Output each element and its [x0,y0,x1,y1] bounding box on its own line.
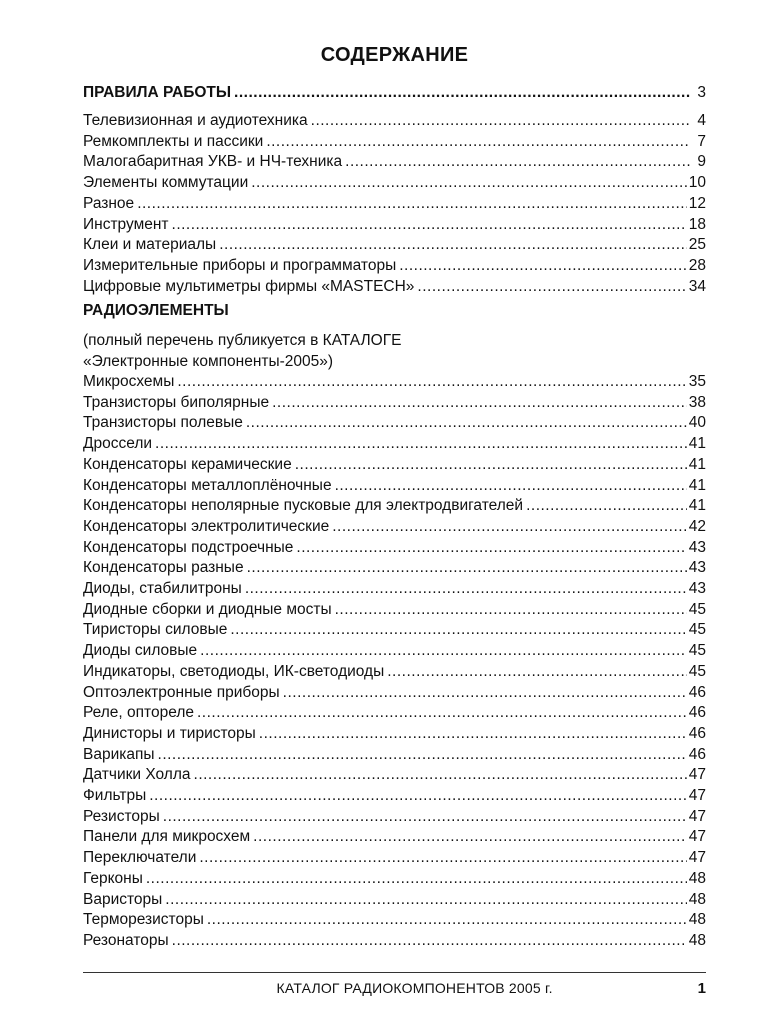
toc-entry-label: Динисторы и тиристоры [83,724,256,742]
dot-leader [259,724,687,745]
dot-leader [526,496,687,517]
toc-entry-label: Реле, оптореле [83,704,194,722]
toc-entry-label: Диодные сборки и диодные мосты [83,600,332,618]
toc-entry-label: Телевизионная и аудиотехника [83,112,308,129]
dot-leader [266,132,690,153]
dot-leader [335,476,687,497]
toc-page-number: 41 [688,497,706,515]
toc-entry[interactable] [83,132,706,153]
toc-page-number: 43 [688,580,706,598]
toc-page-number: 46 [688,683,706,701]
dot-leader [219,235,687,256]
toc-page-number: 48 [688,911,706,929]
toc-page-number: 28 [688,256,706,274]
toc-entry-label: Цифровые мультиметры фирмы «MASTECH» [83,277,415,295]
toc-page-number: 47 [688,787,706,805]
toc-entry[interactable] [83,745,706,766]
toc-page-number: 47 [688,807,706,825]
toc-entry[interactable] [83,455,706,476]
toc-entry-label: Фильтры [83,787,147,805]
toc-entry-label: Варикапы [83,745,155,763]
toc-entry[interactable] [83,890,706,911]
toc-entry[interactable] [83,434,706,455]
toc-entry-label: Ремкомплекты и пассики [83,132,264,150]
toc-entry[interactable] [83,152,706,173]
toc-entry[interactable] [83,724,706,745]
toc-entry-label: Панели для микросхем [83,828,251,846]
section-note [83,331,401,372]
toc-page-number: 38 [688,393,706,411]
toc-page-number: 47 [688,849,706,867]
toc-entry[interactable] [83,558,706,579]
toc-page-number: 48 [688,931,706,949]
toc-page-number: 47 [688,828,706,846]
toc-entry-label: Герконы [83,869,143,887]
toc-entry[interactable] [83,931,706,952]
toc-entry[interactable] [83,173,706,194]
toc-entry[interactable] [83,641,706,662]
toc-page-number: 43 [688,538,706,556]
toc-page-number: 18 [688,215,706,233]
dot-leader [172,931,687,952]
toc-entry[interactable] [83,215,706,236]
toc-page-number: 45 [688,600,706,618]
toc-entry[interactable] [83,413,706,434]
toc-entry-label: Терморезисторы [83,911,204,929]
dot-leader [251,173,687,194]
toc-entry-label: Транзисторы полевые [83,414,243,432]
page-footer [83,980,706,997]
dot-leader [137,194,687,215]
toc-entry[interactable] [83,579,706,600]
dot-leader [149,786,687,807]
dot-leader [230,620,686,641]
toc-entry[interactable] [83,765,706,786]
dot-leader [253,827,687,848]
toc-entry[interactable] [83,393,706,414]
toc-entry-label: Элементы коммутации [83,174,249,192]
dot-leader [399,256,687,277]
section-note-line: (полный перечень публикуется в КАТАЛОГЕ [83,332,402,349]
toc-section-radioelements[interactable]: РАДИОЭЛЕМЕНТЫ [83,302,229,319]
toc-page-number: 46 [688,704,706,722]
toc-entry-label: Микросхемы [83,373,175,390]
toc-entry-label: Конденсаторы подстроечные [83,538,294,556]
dot-leader [247,558,687,579]
toc-entry[interactable] [83,476,706,497]
toc-entry[interactable] [83,620,706,641]
toc-entry[interactable] [83,235,706,256]
toc-entry-label: Тиристоры силовые [83,621,228,639]
toc-entry-label: Диоды, стабилитроны [83,580,242,598]
dot-leader [172,215,687,236]
toc-list-rules [83,111,706,297]
dot-leader [197,703,687,724]
toc-entry-label: Измерительные приборы и программаторы [83,256,397,274]
toc-entry-label: Конденсаторы металлоплёночные [83,476,332,494]
toc-page-number: 41 [688,435,706,453]
dot-leader [199,848,686,869]
toc-entry[interactable] [83,517,706,538]
toc-page-number: 46 [688,745,706,763]
toc-entry-label: Конденсаторы керамические [83,455,292,473]
toc-entry-label: Оптоэлектронные приборы [83,683,280,701]
toc-page-number: 41 [688,476,706,494]
toc-entry-label: Варисторы [83,890,163,908]
toc-entry[interactable] [83,256,706,277]
toc-page-number: 4 [697,112,706,129]
dot-leader [245,579,687,600]
footer-divider [83,972,706,973]
toc-entry[interactable] [83,538,706,559]
toc-entry-label: Разное [83,194,135,212]
dot-leader [283,683,687,704]
toc-entry-label: Резисторы [83,807,160,825]
toc-entry[interactable] [83,600,706,621]
toc-entry-label: Датчики Холла [83,766,191,784]
toc-page-number: 3 [697,84,706,101]
toc-page-number: 48 [688,869,706,887]
toc-page-number: 10 [688,174,706,192]
toc-entry-label: Индикаторы, светодиоды, ИК-светодиоды [83,662,385,680]
toc-entry[interactable] [83,111,706,132]
dot-leader [207,910,687,931]
toc-page-number: 25 [688,236,706,254]
dot-leader [177,372,686,393]
toc-entry-label: Резонаторы [83,931,169,949]
footer-catalog-title: КАТАЛОГ РАДИОКОМПОНЕНТОВ 2005 г. [276,980,553,996]
toc-page-number: 45 [688,621,706,639]
dot-leader [387,662,687,683]
toc-entry[interactable] [83,869,706,890]
dot-leader [155,434,687,455]
dot-leader [200,641,687,662]
toc-page-number: 47 [688,766,706,784]
toc-page-number: 41 [688,455,706,473]
toc-entry-label: Переключатели [83,849,197,867]
toc-entry-label: Диоды силовые [83,642,198,660]
toc-page-number: 46 [688,724,706,742]
dot-leader [296,538,686,559]
toc-entry[interactable] [83,194,706,215]
dot-leader [295,455,687,476]
toc-entry[interactable] [83,848,706,869]
toc-entry-label: Клеи и материалы [83,236,217,254]
dot-leader [146,869,687,890]
toc-entry[interactable] [83,372,706,393]
toc-page-number: 35 [688,373,706,390]
toc-page-number: 7 [697,132,706,150]
toc-entry[interactable] [83,683,706,704]
toc-entry-label: Транзисторы биполярные [83,393,270,411]
dot-leader [165,890,686,911]
toc-page-number: 45 [688,642,706,660]
dot-leader [417,277,686,298]
dot-leader [158,745,687,766]
dot-leader [246,413,687,434]
toc-page-number: 9 [697,153,706,171]
toc-entry[interactable] [83,496,706,517]
toc-entry[interactable] [83,910,706,931]
toc-entry-label: Инструмент [83,215,169,233]
dot-leader [345,152,690,173]
dot-leader [272,393,687,414]
toc-section-label: ПРАВИЛА РАБОТЫ [83,84,232,101]
toc-entry[interactable] [83,786,706,807]
toc-page-number: 34 [688,277,706,295]
dot-leader [194,765,687,786]
toc-entry-label: Конденсаторы электролитические [83,517,330,535]
toc-page-number: 42 [688,517,706,535]
toc-list-radioelements [83,372,706,952]
toc-entry-label: Малогабаритная УКВ- и НЧ-техника [83,153,343,171]
toc-page-number: 48 [688,890,706,908]
page-title: СОДЕРЖАНИЕ [320,44,469,66]
toc-entry[interactable] [83,827,706,848]
toc-entry-label: Дроссели [83,435,153,453]
toc-entry[interactable] [83,277,706,298]
dot-leader [311,111,690,132]
dot-leader [234,83,690,104]
toc-section-rules[interactable] [83,83,706,104]
dot-leader [332,517,687,538]
toc-entry[interactable] [83,662,706,683]
toc-entry[interactable] [83,703,706,724]
footer-page-number: 1 [697,980,706,997]
toc-page-number: 12 [688,194,706,212]
section-note-line: «Электронные компоненты-2005») [83,352,334,370]
toc-entry[interactable] [83,807,706,828]
toc-entry-label: Конденсаторы разные [83,559,244,577]
toc-page-number: 43 [688,559,706,577]
toc-page-number: 45 [688,662,706,680]
toc-entry-label: Конденсаторы неполярные пусковые для электродвигателей [83,497,524,515]
toc-page-number: 40 [688,414,706,432]
dot-leader [335,600,687,621]
dot-leader [163,807,687,828]
